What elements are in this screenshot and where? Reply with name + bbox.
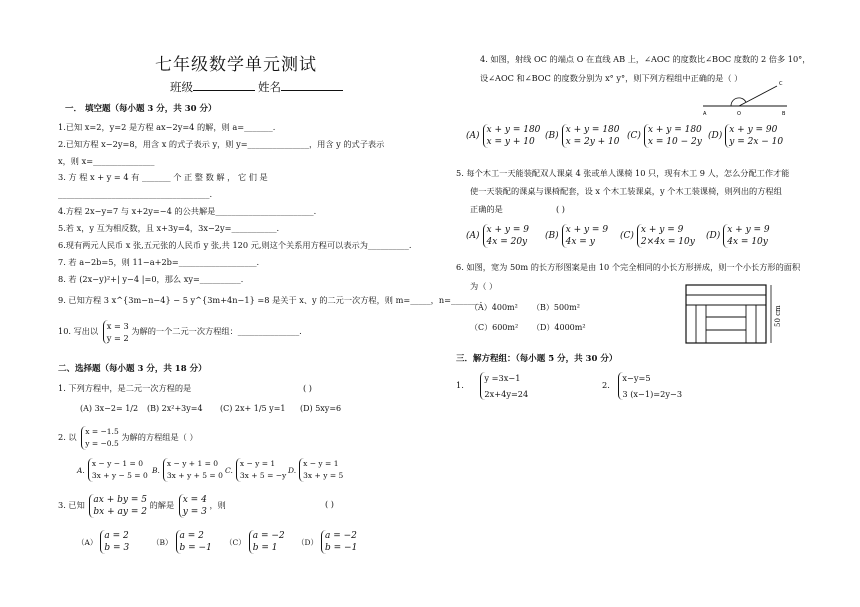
fill-q10-system: [103, 320, 129, 344]
choice-q1-opt-a[interactable]: (A) 3x−2= 1/2: [80, 404, 139, 413]
right-column: [452, 0, 832, 607]
point-o-label: O: [737, 111, 741, 117]
class-name-line: [170, 79, 343, 95]
choice-q3-opt-d-eq2: b = −1: [325, 543, 358, 553]
ray-oc: [739, 86, 777, 106]
choice-q2-suffix: 为解的方程组是（ ）: [121, 432, 198, 442]
choice-q5-opt-c-label: (C): [620, 231, 634, 241]
choice-q2-opt-c-label: C.: [225, 465, 233, 475]
section3-heading: 三．解方程组：（每小题 5 分，共 30 分）: [456, 354, 618, 364]
choice-q5-opt-a[interactable]: [466, 224, 529, 248]
left-column: [55, 0, 483, 607]
choice-q5-opt-b-eq1: x + y = 9: [565, 225, 609, 235]
choice-q5-opt-b[interactable]: [545, 224, 608, 248]
point-a-label: A: [703, 111, 707, 117]
fill-q10-suffix: 为解的一个二元一次方程组：_______________.: [131, 326, 302, 336]
fill-q10-eq2: y = 2: [106, 333, 129, 343]
name-label: 姓名: [258, 80, 281, 94]
choice-q3-opt-a-eq2: b = 3: [104, 543, 130, 553]
fill-q3-line2: _____________________________________.: [58, 189, 213, 199]
solve-q2-number: 2.: [602, 380, 610, 390]
angle-figure: [697, 78, 792, 118]
choice-q2-opt-a-eq1: x − y − 1 = 0: [91, 459, 143, 468]
choice-q4-opt-b-label: (B): [545, 131, 559, 141]
point-c-label: C: [779, 81, 783, 87]
choice-q2-opt-c-eq2: 3x + 5 = −y: [239, 471, 287, 480]
choice-q3-opt-d-eq1: a = −2: [325, 531, 357, 541]
choice-q5-opt-a-label: (A): [466, 231, 480, 241]
solve-q2: [602, 372, 682, 400]
fill-q7: 7. 若 a−2b=5，则 11−a+2b=___________________.: [58, 257, 260, 267]
angle-arc: [731, 98, 746, 106]
choice-q4-opt-b-eq2: x = 2y + 10: [565, 137, 620, 147]
section1-heading: 一． 填空题（每小题 3 分，共 30 分）: [65, 104, 217, 114]
class-label: 班级: [170, 80, 193, 94]
choice-q4-opt-d-eq2: y = 2x − 10: [729, 137, 784, 147]
choice-q6-opt-d[interactable]: （D）4000m²: [532, 323, 586, 332]
choice-q3-opt-b-label: （B）: [152, 537, 173, 547]
choice-q2-opt-c[interactable]: [225, 458, 286, 482]
choice-q2-eq2: y = −0.5: [85, 439, 119, 448]
choice-q4-opt-d[interactable]: [708, 124, 783, 148]
choice-q2-opt-d[interactable]: [288, 458, 343, 482]
choice-q3-paren: ( ): [325, 499, 334, 509]
choice-q2-opt-b-eq1: x − y + 1 = 0: [166, 459, 219, 468]
choice-q2-opt-b[interactable]: [152, 458, 223, 482]
choice-q5-opt-c-eq2: 2×4x = 10y: [640, 237, 695, 247]
choice-q2-opt-a-eq2: 3x + y − 5 = 0: [91, 471, 148, 480]
choice-q5-opt-b-label: (B): [545, 231, 559, 241]
choice-q5-line2: 使一天装配的课桌与课椅配套，设 x 个木工装课桌，y 个木工装课椅，则列出的方程组: [470, 186, 782, 196]
choice-q4-opt-c-label: (C): [627, 131, 641, 141]
choice-q4-opt-b[interactable]: [545, 124, 620, 148]
choice-q4-opt-c-eq1: x + y = 180: [647, 125, 702, 135]
choice-q5-opt-a-eq1: x + y = 9: [486, 225, 529, 235]
fill-q8: 8. 若 (2x−y)²+| y−4 |=0，那么 xy=__________．: [58, 274, 249, 284]
solve-q2-eq1: x−y=5: [622, 373, 651, 383]
choice-q3-solution: [179, 494, 207, 518]
choice-q5-opt-a-eq2: 4x = 20y: [486, 237, 528, 247]
fill-q6: 6.现有两元人民币 x 张,五元张的人民币 y 张,共 120 元,则这个关系用方程可以表示为__________.: [58, 240, 412, 250]
fill-q10-eq1: x = 3: [106, 321, 129, 331]
choice-q3-opt-a-eq1: a = 2: [104, 531, 129, 541]
choice-q5-opt-d-label: (D): [706, 231, 721, 241]
choice-q2-opt-a[interactable]: [77, 458, 148, 482]
fill-q3-line1: 3. 方 程 x + y = 4 有 _______ 个 正 整 数 解 ， 它 们 是: [58, 172, 268, 182]
choice-q5-opt-d-eq1: x + y = 9: [727, 225, 770, 235]
choice-q2-opt-b-eq2: 3x + y + 5 = 0: [166, 471, 223, 480]
point-b-label: B: [782, 111, 786, 117]
solve-q1: [456, 372, 528, 400]
choice-q5-opt-d[interactable]: [706, 224, 770, 248]
name-blank[interactable]: [281, 90, 343, 91]
choice-q3: [58, 494, 226, 518]
choice-q4-opt-d-label: (D): [708, 131, 723, 141]
choice-q3-eq1: ax + by = 5: [93, 495, 147, 505]
choice-q3-opt-b-eq2: b = −1: [179, 543, 212, 553]
choice-q2: [58, 426, 198, 450]
choice-q1-paren: ( ): [303, 383, 312, 393]
section2-heading: 二、选择题（每小题 3 分，共 18 分）: [58, 364, 207, 374]
choice-q3-opt-c-label: （C）: [225, 537, 246, 547]
choice-q6-opt-a[interactable]: （A）400m²: [470, 303, 518, 312]
choice-q6-line2: 为（ ）: [470, 281, 498, 291]
fill-q5: 5.若 x，y 互为相反数，且 x+3y=4，3x−2y=___________.: [58, 223, 280, 233]
choice-q5-line1: 5. 每个木工一天能装配双人课桌 4 张或单人课椅 10 只，现有木工 9 人，怎么分配工作才能: [456, 168, 790, 178]
choice-q2-opt-b-label: B.: [152, 465, 160, 475]
choice-q3-opt-b-eq1: a = 2: [179, 531, 204, 541]
choice-q2-system: [81, 426, 119, 450]
choice-q5-opt-d-eq2: 4x = 10y: [727, 237, 768, 247]
choice-q4-opt-c[interactable]: [627, 124, 702, 148]
choice-q4-line1: 4. 如图，射线 OC 的端点 O 在直线 AB 上，∠AOC 的度数比∠BOC 度数的 2 倍多 10°，: [480, 54, 811, 64]
fill-q9: 9. 已知方程 3 x^{3m−n−4} − 5 y^{3m+4n−1} =8 是关于 x、y 的二元一次方程，则 m=_____，n=_______.: [58, 295, 483, 305]
choice-q2-prefix: 2. 以: [58, 432, 77, 442]
fill-q10: [58, 320, 302, 344]
choice-q6-opt-b[interactable]: （B）500m²: [532, 303, 580, 312]
fill-q10-prefix: 10. 写出以: [58, 326, 99, 336]
choice-q3-opt-c[interactable]: [225, 530, 285, 554]
choice-q4-opt-b-eq1: x + y = 180: [565, 125, 620, 135]
choice-q4-opt-a-eq2: x = y + 10: [486, 137, 535, 147]
fill-q1: 1.已知 x=2，y=2 是方程 ax−2y=4 的解，则 a=_______.: [58, 122, 276, 132]
choice-q2-eq1: x = −1.5: [85, 427, 119, 436]
page-title: 七年级数学单元测试: [155, 55, 317, 75]
choice-q6-opt-c[interactable]: （C）600m²: [470, 323, 519, 332]
choice-q1: 1. 下列方程中，是二元一次方程的是: [58, 383, 192, 393]
choice-q5-paren: ( ): [556, 204, 565, 214]
choice-q4-line2: 设∠AOC 和∠BOC 的度数分别为 x° y°，则下列方程组中正确的是（ ）: [480, 73, 743, 83]
choice-q5-opt-c-eq1: x + y = 9: [640, 225, 684, 235]
solve-q2-eq2: 3 (x−1)=2y−3: [622, 389, 683, 399]
rectangle-figure: [684, 283, 786, 347]
choice-q5-opt-c[interactable]: [620, 224, 695, 248]
choice-q3-mid: 的解是: [149, 500, 175, 510]
solve-q2-system: [618, 372, 682, 400]
class-blank[interactable]: [193, 90, 255, 91]
choice-q1-opt-d[interactable]: (D) 5xy=6: [300, 404, 342, 413]
fill-q2-line1: 2.已知方程 x−2y=8，用含 x 的式子表示 y，则 y=_______________，用含 y 的式子表示: [58, 139, 385, 149]
choice-q5-opt-b-eq2: 4x = y: [565, 237, 595, 247]
choice-q3-opt-a-label: （A）: [77, 537, 98, 547]
choice-q2-opt-a-label: A.: [77, 465, 85, 475]
choice-q3-sol2: y = 3: [182, 507, 207, 517]
choice-q1-opt-b[interactable]: (B) 2x²+3y=4: [147, 404, 203, 413]
solve-q1-number: 1.: [456, 380, 464, 390]
solve-q1-eq2: 2x+4y=24: [484, 389, 529, 399]
choice-q4-opt-d-eq1: x + y = 90: [729, 125, 778, 135]
choice-q3-prefix: 3. 已知: [58, 500, 85, 510]
choice-q1-opt-c[interactable]: (C) 2x+ 1/5 y=1: [220, 404, 286, 413]
solve-q1-eq1: y =3x−1: [484, 373, 521, 383]
outer-rect: [686, 285, 766, 343]
choice-q4-opt-a[interactable]: [466, 124, 540, 148]
choice-q2-opt-d-eq1: x − y = 1: [303, 459, 339, 468]
choice-q3-system: [89, 494, 147, 518]
fill-q4: 4.方程 2x−y=7 与 x+2y=−4 的公共解是________________________.: [58, 206, 317, 216]
choice-q3-opt-d-label: （D）: [297, 537, 319, 547]
choice-q4-opt-a-eq1: x + y = 180: [486, 125, 541, 135]
choice-q6-line1: 6. 如图，宽为 50m 的长方形图案是由 10 个完全相同的小长方形拼成，则一个小长方形的面积: [456, 262, 801, 272]
choice-q2-opt-d-eq2: 3x + y = 5: [303, 471, 344, 480]
choice-q3-sol1: x = 4: [182, 495, 207, 505]
fill-q2-line2: x，则 x=_______________: [58, 156, 155, 166]
choice-q3-opt-b[interactable]: [152, 530, 212, 554]
width-label: 50 cm: [774, 305, 782, 327]
choice-q3-opt-a[interactable]: [77, 530, 129, 554]
choice-q3-opt-c-eq2: b = 1: [252, 543, 278, 553]
solve-q1-system: [480, 372, 528, 400]
choice-q3-opt-d[interactable]: [297, 530, 357, 554]
choice-q5-line3: 正确的是: [470, 204, 503, 214]
choice-q4-opt-c-eq2: x = 10 − 2y: [647, 137, 702, 147]
choice-q3-suffix: ，则: [209, 500, 226, 510]
choice-q2-opt-c-eq1: x − y = 1: [239, 459, 276, 468]
choice-q4-opt-a-label: (A): [466, 131, 480, 141]
choice-q3-eq2: bx + ay = 2: [93, 507, 147, 517]
choice-q2-opt-d-label: D.: [288, 465, 297, 475]
choice-q3-opt-c-eq1: a = −2: [252, 531, 285, 541]
